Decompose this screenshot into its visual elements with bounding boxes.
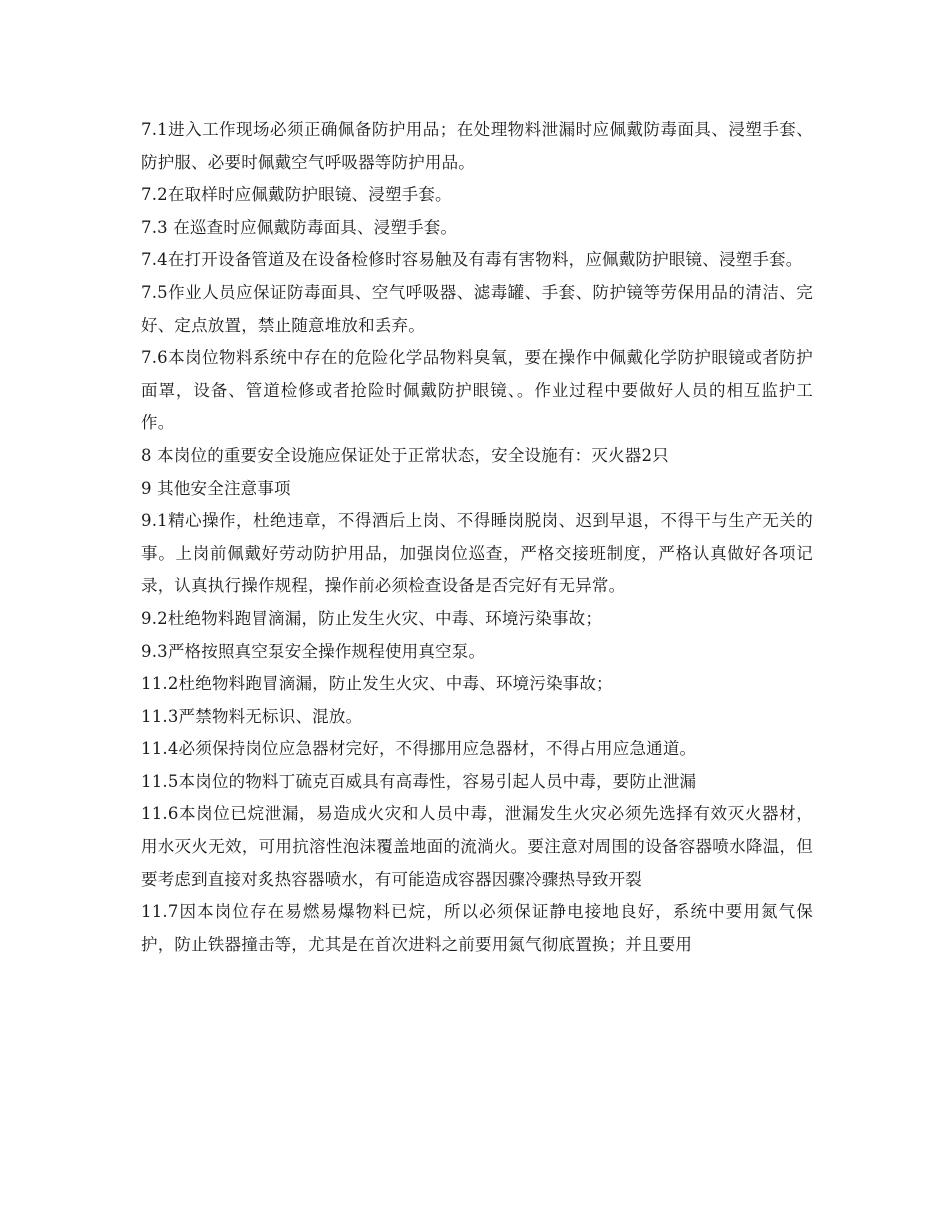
paragraph-9-2: 9.2杜绝物料跑冒滴漏，防止发生火灾、中毒、环境污染事故；: [141, 608, 603, 628]
paragraph-7-1: 7.1进入工作现场必须正确佩备防护用品；在处理物料泄漏时应佩戴防毒面具、浸塑手套、防护服、必要时佩戴空气呼吸器等防护用品。: [141, 120, 813, 172]
paragraph-11-2: 11.2杜绝物料跑冒滴漏，防止发生火灾、中毒、环境污染事故；: [141, 674, 613, 694]
paragraph-9-3: 9.3严格按照真空泵安全操作规程使用真空泵。: [141, 641, 486, 661]
paragraph-7-3: 7.3 在巡查时应佩戴防毒面具、浸塑手套。: [141, 217, 458, 237]
paragraph-7-4: 7.4在打开设备管道及在设备检修时容易触及有毒有害物料，应佩戴防护眼镜、浸塑手套。: [141, 250, 803, 270]
paragraph-7-2: 7.2在取样时应佩戴防护眼镜、浸塑手套。: [141, 185, 452, 205]
paragraph-11-6: 11.6本岗位已烷泄漏，易造成火灾和人员中毒，泄漏发生火灾必须先选择有效灭火器材，用水灭火无效，可用抗溶性泡沫覆盖地面的流淌火。要注意对周围的设备容器喷水降温，但要考虑到直接对炙热容器喷水，有可能造成容器因骤冷骤热导致开裂: [141, 804, 813, 889]
paragraph-11-3: 11.3严禁物料无标识、混放。: [141, 706, 363, 726]
paragraph-11-4: 11.4必须保持岗位应急器材完好，不得挪用应急器材，不得占用应急通道。: [141, 739, 697, 759]
paragraph-7-5: 7.5作业人员应保证防毒面具、空气呼吸器、滤毒罐、手套、防护镜等劳保用品的清洁、完好、定点放置，禁止随意堆放和丢弃。: [141, 282, 813, 335]
paragraph-11-5: 11.5本岗位的物料丁硫克百威具有高毒性，容易引起人员中毒，要防止泄漏: [141, 771, 697, 791]
paragraph-7-6: 7.6本岗位物料系统中存在的危险化学品物料臭氧，要在操作中佩戴化学防护眼镜或者防护面罩，设备、管道检修或者抢险时佩戴防护眼镜、。作业过程中要做好人员的相互监护工作。: [141, 348, 813, 433]
paragraph-9-1: 9.1精心操作，杜绝违章，不得酒后上岗、不得睡岗脱岗、迟到早退，不得干与生产无关的事。上岗前佩戴好劳动防护用品，加强岗位巡查，严格交接班制度，严格认真做好各项记录，认真执行操作规程，操作前必须检查设备是否完好有无异常。: [141, 511, 813, 596]
paragraph-8: 8 本岗位的重要安全设施应保证处于正常状态，安全设施有：灭火器2只: [141, 445, 669, 465]
paragraph-9-heading: 9 其他安全注意事项: [141, 478, 291, 498]
document-body: [141, 114, 813, 961]
paragraph-11-7: 11.7因本岗位存在易燃易爆物料已烷，所以必须保证静电接地良好，系统中要用氮气保护，防止铁器撞击等，尤其是在首次进料之前要用氮气彻底置换；并且要用: [141, 902, 813, 954]
